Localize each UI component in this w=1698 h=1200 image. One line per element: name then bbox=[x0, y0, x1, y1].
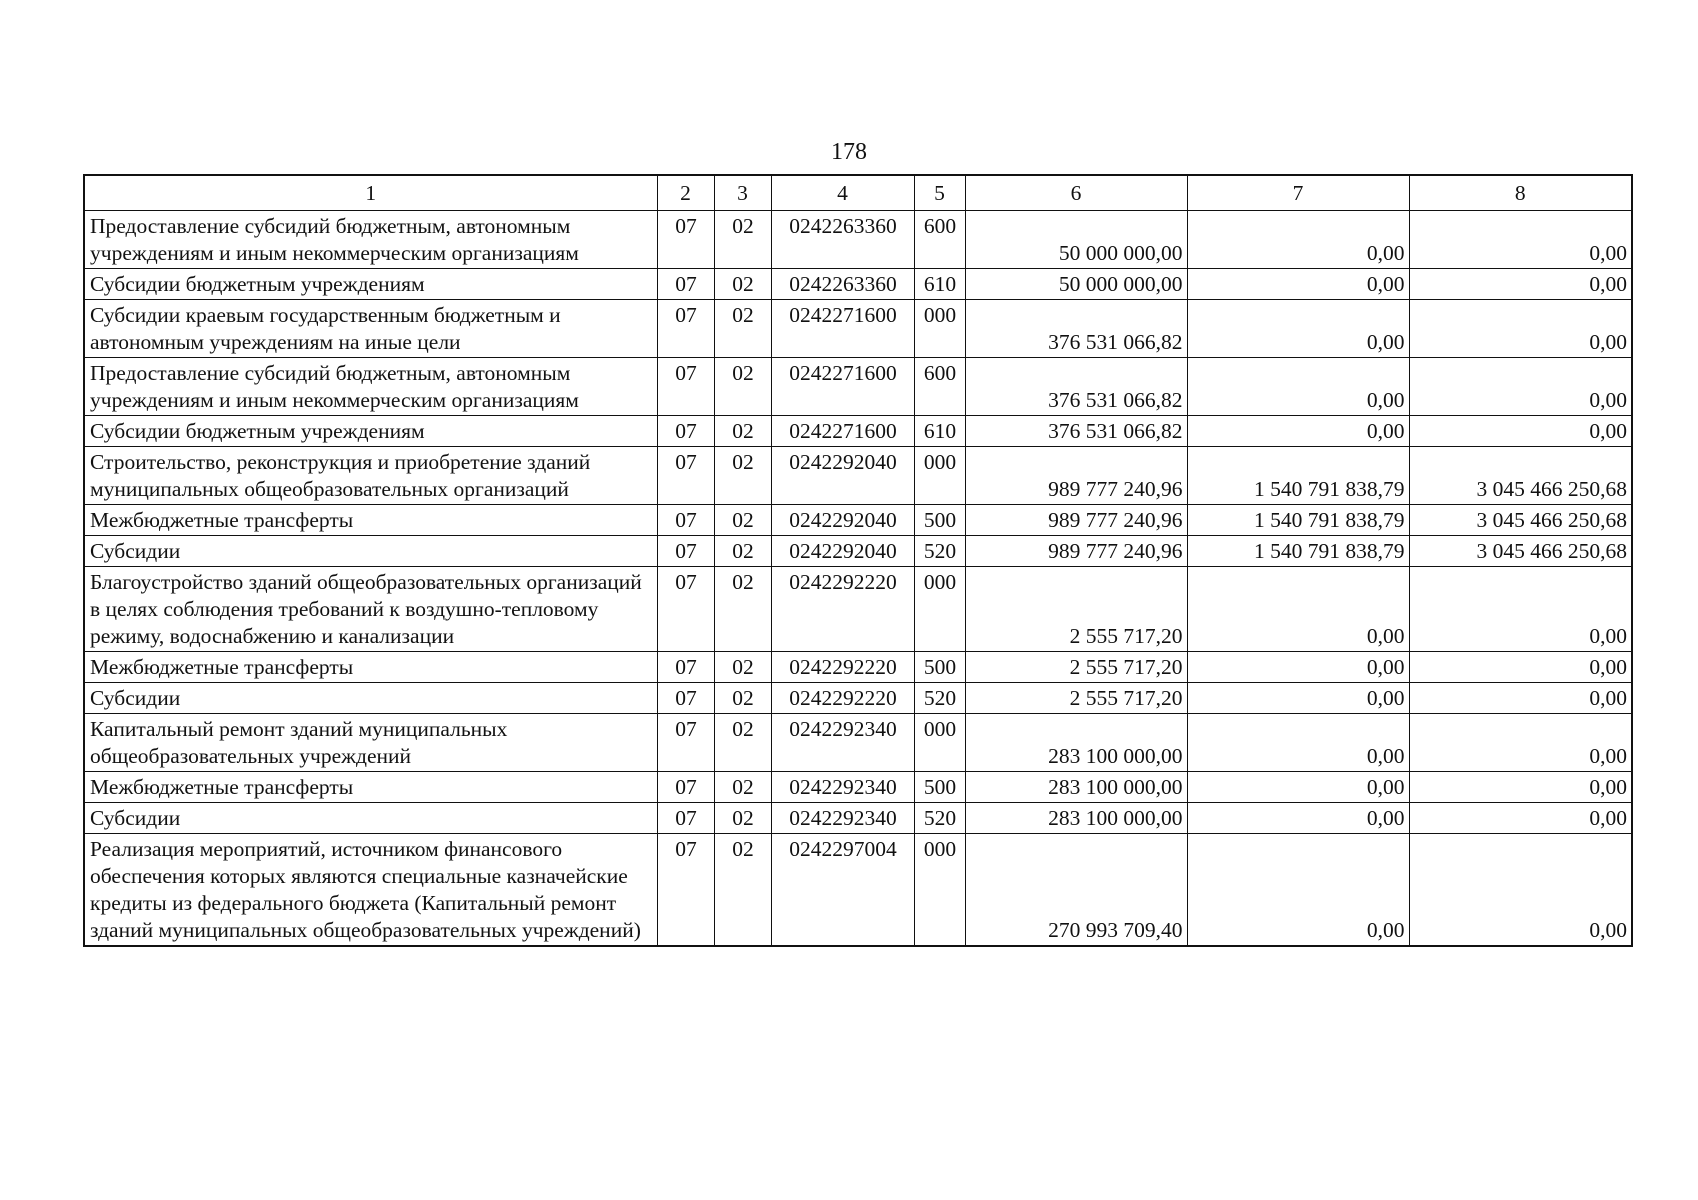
amount-col6-cell: 2 555 717,20 bbox=[965, 567, 1187, 652]
amount-col7-cell: 0,00 bbox=[1187, 358, 1409, 416]
amount-col7-cell: 0,00 bbox=[1187, 211, 1409, 269]
amount-col8-cell: 0,00 bbox=[1409, 652, 1632, 683]
amount-col6-cell: 376 531 066,82 bbox=[965, 300, 1187, 358]
target-item-code-cell: 0242271600 bbox=[771, 416, 914, 447]
subsection-code-cell: 02 bbox=[714, 567, 771, 652]
header-cell: 7 bbox=[1187, 175, 1409, 211]
subsection-code-cell: 02 bbox=[714, 536, 771, 567]
page-number: 178 bbox=[831, 139, 867, 165]
name-cell: Капитальный ремонт зданий муниципальных общеобразовательных учреждений bbox=[84, 714, 657, 772]
target-item-code-cell: 0242292040 bbox=[771, 447, 914, 505]
table-row bbox=[84, 300, 1632, 358]
expense-type-code-cell: 000 bbox=[914, 567, 965, 652]
section-code-cell: 07 bbox=[657, 567, 714, 652]
table-row bbox=[84, 269, 1632, 300]
section-code-cell: 07 bbox=[657, 447, 714, 505]
expense-type-code-cell: 000 bbox=[914, 714, 965, 772]
section-code-cell: 07 bbox=[657, 652, 714, 683]
subsection-code-cell: 02 bbox=[714, 834, 771, 947]
section-code-cell: 07 bbox=[657, 269, 714, 300]
amount-col8-cell: 0,00 bbox=[1409, 416, 1632, 447]
amount-col6-cell: 376 531 066,82 bbox=[965, 416, 1187, 447]
subsection-code-cell: 02 bbox=[714, 416, 771, 447]
amount-col8-cell: 0,00 bbox=[1409, 300, 1632, 358]
header-row bbox=[84, 175, 1632, 211]
expense-type-code-cell: 610 bbox=[914, 269, 965, 300]
name-cell: Межбюджетные трансферты bbox=[84, 652, 657, 683]
expense-type-code-cell: 610 bbox=[914, 416, 965, 447]
header-cell: 4 bbox=[771, 175, 914, 211]
target-item-code-cell: 0242292220 bbox=[771, 652, 914, 683]
amount-col7-cell: 0,00 bbox=[1187, 803, 1409, 834]
name-cell: Субсидии бюджетным учреждениям bbox=[84, 416, 657, 447]
amount-col7-cell: 0,00 bbox=[1187, 834, 1409, 947]
name-cell: Благоустройство зданий общеобразовательных организаций в целях соблюдения требований к воздушно-тепловому режиму, водоснабжению и канализации bbox=[84, 567, 657, 652]
expense-type-code-cell: 500 bbox=[914, 505, 965, 536]
amount-col6-cell: 2 555 717,20 bbox=[965, 652, 1187, 683]
amount-col6-cell: 283 100 000,00 bbox=[965, 714, 1187, 772]
table-row bbox=[84, 683, 1632, 714]
table-row bbox=[84, 358, 1632, 416]
name-cell: Субсидии краевым государственным бюджетным и автономным учреждениям на иные цели bbox=[84, 300, 657, 358]
header-cell: 8 bbox=[1409, 175, 1632, 211]
amount-col7-cell: 0,00 bbox=[1187, 300, 1409, 358]
name-cell: Межбюджетные трансферты bbox=[84, 772, 657, 803]
amount-col6-cell: 989 777 240,96 bbox=[965, 505, 1187, 536]
section-code-cell: 07 bbox=[657, 803, 714, 834]
target-item-code-cell: 0242292340 bbox=[771, 772, 914, 803]
subsection-code-cell: 02 bbox=[714, 269, 771, 300]
amount-col8-cell: 0,00 bbox=[1409, 683, 1632, 714]
amount-col6-cell: 270 993 709,40 bbox=[965, 834, 1187, 947]
table-row bbox=[84, 567, 1632, 652]
header-cell: 3 bbox=[714, 175, 771, 211]
amount-col7-cell: 0,00 bbox=[1187, 772, 1409, 803]
table-row bbox=[84, 211, 1632, 269]
name-cell: Предоставление субсидий бюджетным, автономным учреждениям и иным некоммерческим организациям bbox=[84, 211, 657, 269]
amount-col8-cell: 0,00 bbox=[1409, 714, 1632, 772]
amount-col8-cell: 3 045 466 250,68 bbox=[1409, 505, 1632, 536]
amount-col6-cell: 283 100 000,00 bbox=[965, 803, 1187, 834]
section-code-cell: 07 bbox=[657, 536, 714, 567]
amount-col6-cell: 376 531 066,82 bbox=[965, 358, 1187, 416]
expense-type-code-cell: 000 bbox=[914, 300, 965, 358]
amount-col8-cell: 3 045 466 250,68 bbox=[1409, 447, 1632, 505]
table-row bbox=[84, 803, 1632, 834]
amount-col8-cell: 0,00 bbox=[1409, 358, 1632, 416]
amount-col7-cell: 1 540 791 838,79 bbox=[1187, 447, 1409, 505]
amount-col8-cell: 0,00 bbox=[1409, 567, 1632, 652]
amount-col7-cell: 0,00 bbox=[1187, 714, 1409, 772]
amount-col6-cell: 2 555 717,20 bbox=[965, 683, 1187, 714]
name-cell: Субсидии бюджетным учреждениям bbox=[84, 269, 657, 300]
expense-type-code-cell: 500 bbox=[914, 772, 965, 803]
subsection-code-cell: 02 bbox=[714, 211, 771, 269]
header-cell: 1 bbox=[84, 175, 657, 211]
subsection-code-cell: 02 bbox=[714, 714, 771, 772]
section-code-cell: 07 bbox=[657, 416, 714, 447]
target-item-code-cell: 0242292220 bbox=[771, 567, 914, 652]
amount-col8-cell: 0,00 bbox=[1409, 269, 1632, 300]
section-code-cell: 07 bbox=[657, 505, 714, 536]
expense-type-code-cell: 000 bbox=[914, 447, 965, 505]
amount-col7-cell: 0,00 bbox=[1187, 416, 1409, 447]
table-header bbox=[84, 175, 1632, 211]
table-row bbox=[84, 416, 1632, 447]
amount-col8-cell: 0,00 bbox=[1409, 834, 1632, 947]
table-row bbox=[84, 536, 1632, 567]
subsection-code-cell: 02 bbox=[714, 300, 771, 358]
subsection-code-cell: 02 bbox=[714, 652, 771, 683]
amount-col7-cell: 1 540 791 838,79 bbox=[1187, 536, 1409, 567]
name-cell: Субсидии bbox=[84, 536, 657, 567]
table-row bbox=[84, 772, 1632, 803]
table-row bbox=[84, 714, 1632, 772]
name-cell: Межбюджетные трансферты bbox=[84, 505, 657, 536]
amount-col6-cell: 989 777 240,96 bbox=[965, 447, 1187, 505]
name-cell: Предоставление субсидий бюджетным, автономным учреждениям и иным некоммерческим организациям bbox=[84, 358, 657, 416]
section-code-cell: 07 bbox=[657, 300, 714, 358]
header-cell: 6 bbox=[965, 175, 1187, 211]
target-item-code-cell: 0242263360 bbox=[771, 211, 914, 269]
expense-type-code-cell: 600 bbox=[914, 211, 965, 269]
table-row bbox=[84, 505, 1632, 536]
name-cell: Субсидии bbox=[84, 803, 657, 834]
amount-col6-cell: 283 100 000,00 bbox=[965, 772, 1187, 803]
amount-col7-cell: 0,00 bbox=[1187, 567, 1409, 652]
target-item-code-cell: 0242292340 bbox=[771, 803, 914, 834]
subsection-code-cell: 02 bbox=[714, 505, 771, 536]
target-item-code-cell: 0242271600 bbox=[771, 300, 914, 358]
target-item-code-cell: 0242263360 bbox=[771, 269, 914, 300]
target-item-code-cell: 0242292220 bbox=[771, 683, 914, 714]
name-cell: Строительство, реконструкция и приобретение зданий муниципальных общеобразовательных организаций bbox=[84, 447, 657, 505]
target-item-code-cell: 0242292040 bbox=[771, 505, 914, 536]
table-body bbox=[84, 211, 1632, 947]
section-code-cell: 07 bbox=[657, 772, 714, 803]
expense-type-code-cell: 520 bbox=[914, 803, 965, 834]
expense-type-code-cell: 520 bbox=[914, 683, 965, 714]
budget-table bbox=[83, 174, 1633, 947]
expense-type-code-cell: 000 bbox=[914, 834, 965, 947]
amount-col8-cell: 0,00 bbox=[1409, 772, 1632, 803]
expense-type-code-cell: 500 bbox=[914, 652, 965, 683]
amount-col6-cell: 50 000 000,00 bbox=[965, 211, 1187, 269]
amount-col7-cell: 0,00 bbox=[1187, 683, 1409, 714]
header-cell: 2 bbox=[657, 175, 714, 211]
expense-type-code-cell: 520 bbox=[914, 536, 965, 567]
amount-col8-cell: 0,00 bbox=[1409, 211, 1632, 269]
subsection-code-cell: 02 bbox=[714, 447, 771, 505]
section-code-cell: 07 bbox=[657, 834, 714, 947]
target-item-code-cell: 0242297004 bbox=[771, 834, 914, 947]
target-item-code-cell: 0242292040 bbox=[771, 536, 914, 567]
amount-col6-cell: 50 000 000,00 bbox=[965, 269, 1187, 300]
name-cell: Реализация мероприятий, источником финансового обеспечения которых являются специальные казначейские кредиты из федерального бюджета (Капитальный ремонт зданий муниципальных общеобразовательных учреждений) bbox=[84, 834, 657, 947]
name-cell: Субсидии bbox=[84, 683, 657, 714]
amount-col8-cell: 0,00 bbox=[1409, 803, 1632, 834]
target-item-code-cell: 0242292340 bbox=[771, 714, 914, 772]
amount-col8-cell: 3 045 466 250,68 bbox=[1409, 536, 1632, 567]
target-item-code-cell: 0242271600 bbox=[771, 358, 914, 416]
subsection-code-cell: 02 bbox=[714, 803, 771, 834]
amount-col7-cell: 0,00 bbox=[1187, 652, 1409, 683]
amount-col7-cell: 0,00 bbox=[1187, 269, 1409, 300]
section-code-cell: 07 bbox=[657, 683, 714, 714]
expense-type-code-cell: 600 bbox=[914, 358, 965, 416]
subsection-code-cell: 02 bbox=[714, 683, 771, 714]
table-row bbox=[84, 652, 1632, 683]
section-code-cell: 07 bbox=[657, 358, 714, 416]
section-code-cell: 07 bbox=[657, 714, 714, 772]
subsection-code-cell: 02 bbox=[714, 358, 771, 416]
amount-col7-cell: 1 540 791 838,79 bbox=[1187, 505, 1409, 536]
header-cell: 5 bbox=[914, 175, 965, 211]
amount-col6-cell: 989 777 240,96 bbox=[965, 536, 1187, 567]
table-row bbox=[84, 447, 1632, 505]
section-code-cell: 07 bbox=[657, 211, 714, 269]
table-row bbox=[84, 834, 1632, 947]
subsection-code-cell: 02 bbox=[714, 772, 771, 803]
